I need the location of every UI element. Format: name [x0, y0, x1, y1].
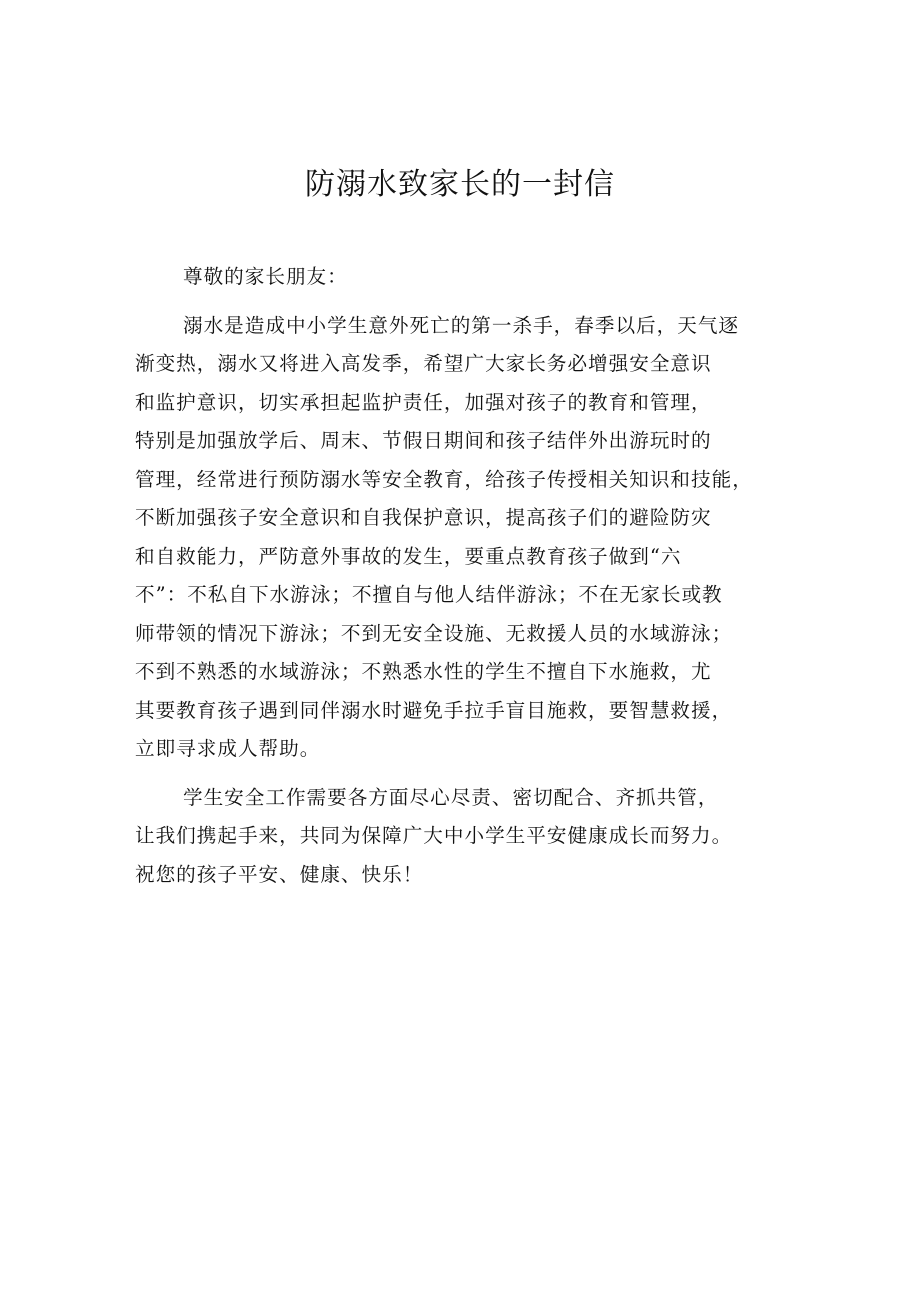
paragraph-line: 学生安全工作需要各方面尽心尽责、密切配合、齐抓共管， — [183, 785, 719, 809]
paragraph-line: 特别是加强放学后、周末、节假日期间和孩子结伴外出游玩时的 — [135, 429, 712, 452]
paragraph-line: 不到不熟悉的水域游泳；不熟悉水性的学生不擅自下水施救，尤 — [135, 660, 712, 683]
paragraph-line: 不断加强孩子安全意识和自我保护意识，提高孩子们的避险防灾 — [135, 506, 712, 529]
salutation: 尊敬的家长朋友： — [183, 265, 348, 288]
paragraph-line: 和自救能力，严防意外事故的发生，要重点教育孩子做到“六 — [135, 544, 682, 568]
paragraph-2 — [135, 779, 805, 895]
paragraph-gap — [135, 769, 805, 779]
paragraph-line: 渐变热，溺水又将进入高发季，希望广大家长务必增强安全意识 — [135, 352, 712, 375]
paragraph-line: 溺水是造成中小学生意外死亡的第一杀手，春季以后，天气逐 — [183, 313, 740, 337]
letter-body — [135, 258, 805, 894]
document-title: 防溺水致家长的一封信 — [305, 167, 615, 202]
paragraph-line: 立即寻求成人帮助。 — [135, 737, 321, 760]
paragraph-line: 不”：不私自下水游泳；不擅自与他人结伴游泳；不在无家长或教 — [135, 583, 723, 606]
paragraph-line: 管理，经常进行预防溺水等安全教育，给孩子传授相关知识和技能， — [135, 467, 753, 491]
paragraph-line: 让我们携起手来，共同为保障广大中小学生平安健康成长而努力。 — [135, 824, 733, 847]
paragraph-1 — [135, 307, 805, 769]
paragraph-gap — [135, 297, 805, 307]
paragraph-line: 和监护意识，切实承担起监护责任，加强对孩子的教育和管理， — [135, 390, 712, 414]
closing-line: 祝您的孩子平安、健康、快乐！ — [135, 862, 424, 886]
paragraph-line: 师带领的情况下游泳；不到无安全设施、无救援人员的水域游泳； — [135, 621, 733, 645]
paragraph-line: 其要教育孩子遇到同伴溺水时避免手拉手盲目施救，要智慧救援， — [135, 698, 733, 722]
